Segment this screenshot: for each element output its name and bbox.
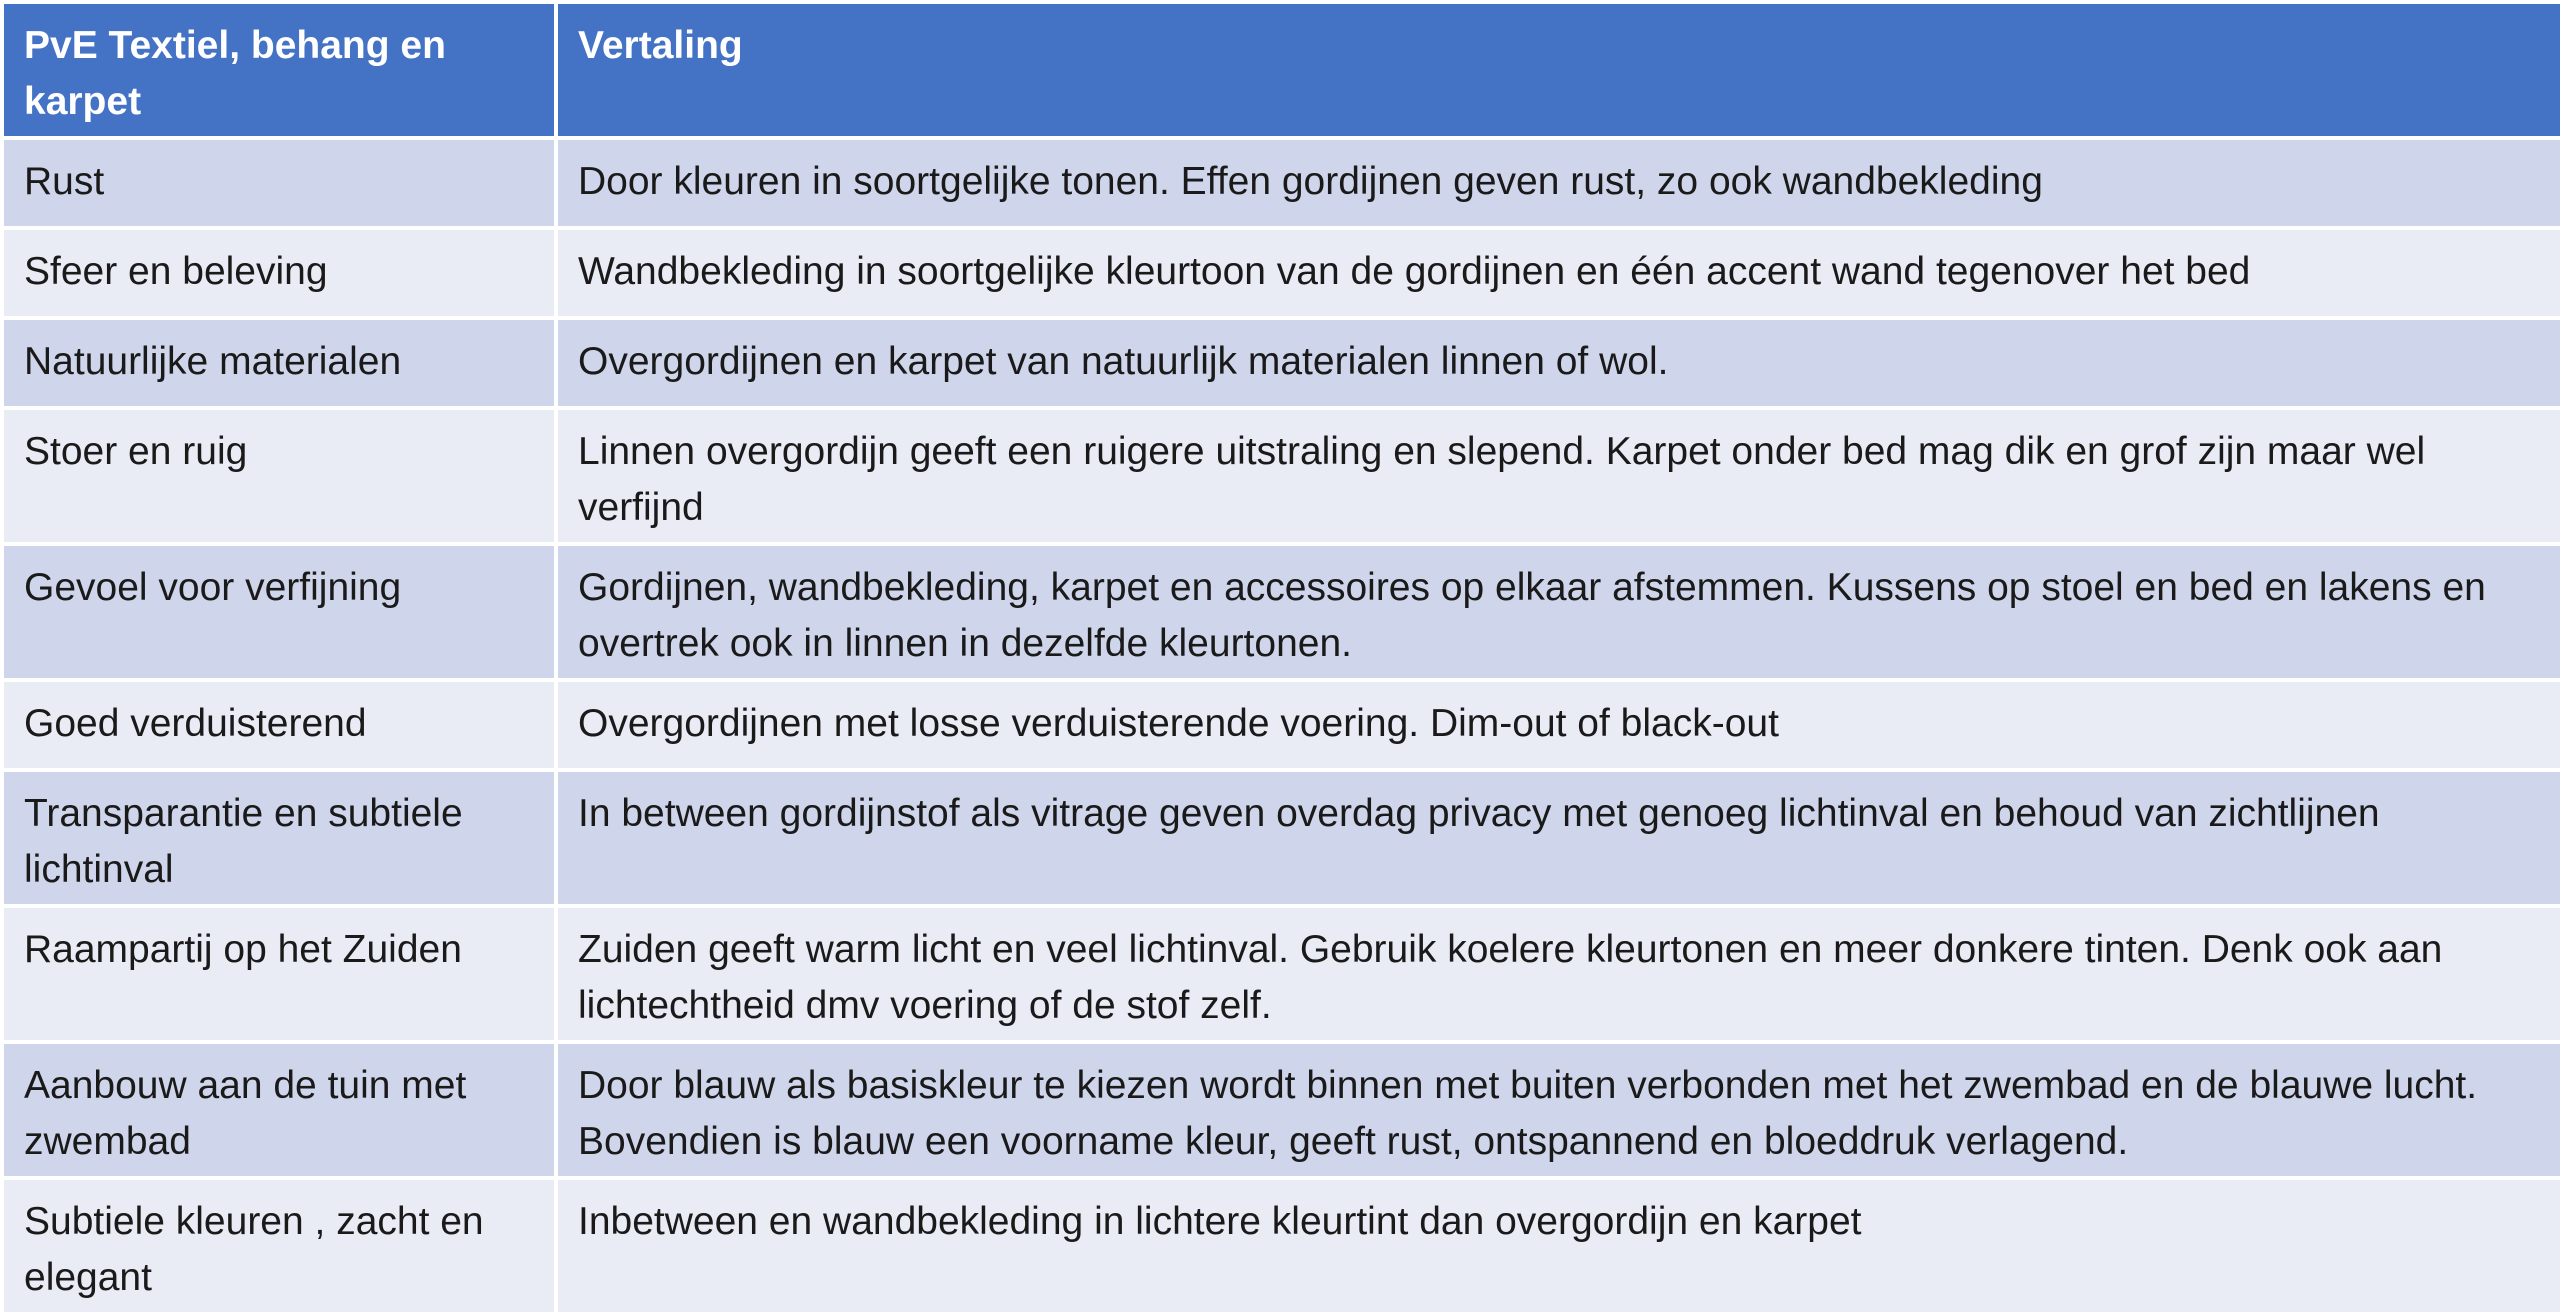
header-pve: PvE Textiel, behang en karpet xyxy=(2,2,556,138)
row-label: Transparantie en subtiele lichtinval xyxy=(2,770,556,906)
row-text: Gordijnen, wandbekleding, karpet en accessoires op elkaar afstemmen. Kussens op stoel en bed en lakens en overtrek ook in linnen in dezelfde kleurtonen. xyxy=(556,544,2560,680)
table-row xyxy=(2,770,2560,906)
row-label: Gevoel voor verfijning xyxy=(2,544,556,680)
table-row xyxy=(2,318,2560,408)
row-label: Subtiele kleuren , zacht en elegant xyxy=(2,1178,556,1314)
table-row xyxy=(2,228,2560,318)
row-text: Wandbekleding in soortgelijke kleurtoon van de gordijnen en één accent wand tegenover het bed xyxy=(556,228,2560,318)
row-label: Sfeer en beleving xyxy=(2,228,556,318)
table-header-row xyxy=(2,2,2560,138)
table-row xyxy=(2,138,2560,228)
row-text: Door kleuren in soortgelijke tonen. Effen gordijnen geven rust, zo ook wandbekleding xyxy=(556,138,2560,228)
row-text: In between gordijnstof als vitrage geven overdag privacy met genoeg lichtinval en behoud van zichtlijnen xyxy=(556,770,2560,906)
header-vertaling: Vertaling xyxy=(556,2,2560,138)
row-text: Inbetween en wandbekleding in lichtere kleurtint dan overgordijn en karpet xyxy=(556,1178,2560,1314)
table-row xyxy=(2,906,2560,1042)
row-label: Natuurlijke materialen xyxy=(2,318,556,408)
row-text: Zuiden geeft warm licht en veel lichtinval. Gebruik koelere kleurtonen en meer donkere tinten. Denk ook aan lichtechtheid dmv voering of de stof zelf. xyxy=(556,906,2560,1042)
row-text: Overgordijnen en karpet van natuurlijk materialen linnen of wol. xyxy=(556,318,2560,408)
row-label: Raampartij op het Zuiden xyxy=(2,906,556,1042)
table-row xyxy=(2,408,2560,544)
row-text: Door blauw als basiskleur te kiezen wordt binnen met buiten verbonden met het zwembad en de blauwe lucht. Bovendien is blauw een voorname kleur, geeft rust, ontspannend en bloeddruk verlagend. xyxy=(556,1042,2560,1178)
row-text: Linnen overgordijn geeft een ruigere uitstraling en slepend. Karpet onder bed mag dik en grof zijn maar wel verfijnd xyxy=(556,408,2560,544)
row-label: Stoer en ruig xyxy=(2,408,556,544)
row-text: Overgordijnen met losse verduisterende voering. Dim-out of black-out xyxy=(556,680,2560,770)
table-row xyxy=(2,1178,2560,1314)
table-row xyxy=(2,680,2560,770)
row-label: Aanbouw aan de tuin met zwembad xyxy=(2,1042,556,1178)
row-label: Rust xyxy=(2,138,556,228)
table-row xyxy=(2,1042,2560,1178)
table-row xyxy=(2,544,2560,680)
row-label: Goed verduisterend xyxy=(2,680,556,770)
